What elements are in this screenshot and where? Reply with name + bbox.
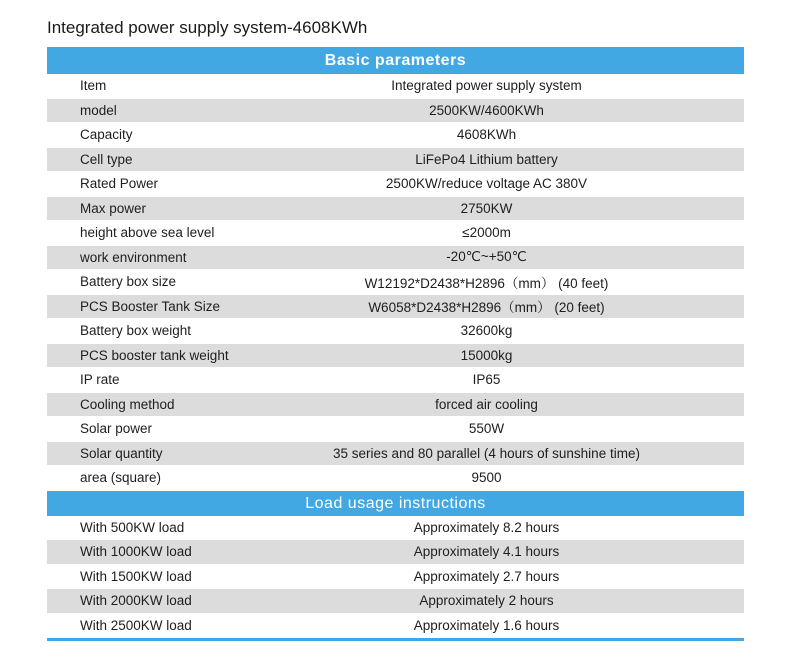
row-value: Integrated power supply system bbox=[391, 78, 582, 94]
table-row bbox=[47, 74, 744, 99]
row-label: Item bbox=[80, 78, 107, 94]
row-label: PCS booster tank weight bbox=[80, 347, 229, 363]
row-value: LiFePo4 Lithium battery bbox=[415, 151, 558, 167]
table-row bbox=[47, 295, 744, 320]
row-label: area (square) bbox=[80, 470, 162, 486]
row-value: W6058*D2438*H2896（mm） (20 feet) bbox=[368, 300, 605, 316]
page-title: Integrated power supply system-4608KWh bbox=[47, 18, 368, 37]
row-value: 2500KW/4600KWh bbox=[429, 102, 544, 118]
row-value: 4608KWh bbox=[456, 127, 517, 143]
row-label: model bbox=[80, 102, 117, 118]
row-label: With 1500KW load bbox=[80, 568, 192, 584]
table-bottom-bar bbox=[47, 638, 744, 641]
row-label: IP rate bbox=[80, 372, 120, 388]
section-header-basic-parameters: Basic parameters bbox=[47, 47, 744, 74]
row-value: Approximately 8.2 hours bbox=[413, 519, 560, 535]
row-label: With 1000KW load bbox=[80, 544, 192, 560]
table-row bbox=[47, 540, 744, 565]
row-value: 550W bbox=[468, 421, 505, 437]
row-value: 2750KW bbox=[460, 200, 513, 216]
row-value: forced air cooling bbox=[435, 396, 538, 412]
row-label: Cooling method bbox=[80, 396, 175, 412]
row-value: 15000kg bbox=[460, 347, 513, 363]
row-label: Battery box size bbox=[80, 274, 177, 290]
table-row bbox=[47, 565, 744, 590]
row-label: height above sea level bbox=[80, 225, 215, 241]
row-value: Approximately 2 hours bbox=[419, 593, 554, 609]
row-label: With 2500KW load bbox=[80, 617, 192, 633]
row-label: Cell type bbox=[80, 151, 133, 167]
table-row bbox=[47, 442, 744, 467]
section-header-load-usage: Load usage instructions bbox=[47, 491, 744, 516]
row-label: Battery box weight bbox=[80, 323, 192, 339]
row-label: Max power bbox=[80, 200, 147, 216]
load-usage-rows bbox=[47, 516, 744, 639]
table-row bbox=[47, 417, 744, 442]
table-row bbox=[47, 319, 744, 344]
table-row bbox=[47, 123, 744, 148]
table-row bbox=[47, 197, 744, 222]
row-label: Capacity bbox=[80, 127, 133, 143]
row-value: ≤2000m bbox=[462, 225, 511, 241]
row-label: PCS Booster Tank Size bbox=[80, 298, 221, 314]
table-row bbox=[47, 614, 744, 639]
table-row bbox=[47, 221, 744, 246]
table-row bbox=[47, 516, 744, 541]
row-label: With 500KW load bbox=[80, 519, 185, 535]
row-value: -20℃~+50℃ bbox=[446, 249, 527, 265]
table-row bbox=[47, 344, 744, 369]
table-row bbox=[47, 270, 744, 295]
row-value: W12192*D2438*H2896（mm） (40 feet) bbox=[364, 275, 609, 291]
row-value: Approximately 1.6 hours bbox=[413, 617, 560, 633]
basic-parameters-rows bbox=[47, 74, 744, 491]
table-row bbox=[47, 246, 744, 271]
table-row bbox=[47, 393, 744, 418]
row-label: With 2000KW load bbox=[80, 593, 192, 609]
table-row bbox=[47, 172, 744, 197]
row-label: Solar power bbox=[80, 421, 153, 437]
row-value: IP65 bbox=[472, 372, 501, 388]
table-row bbox=[47, 589, 744, 614]
table-row bbox=[47, 148, 744, 173]
row-value: Approximately 2.7 hours bbox=[413, 568, 560, 584]
row-label: work environment bbox=[80, 249, 187, 265]
spec-table bbox=[47, 47, 744, 641]
row-value: 35 series and 80 parallel (4 hours of sunshine time) bbox=[333, 445, 640, 461]
row-value: Approximately 4.1 hours bbox=[413, 544, 560, 560]
row-label: Solar quantity bbox=[80, 445, 163, 461]
table-row bbox=[47, 466, 744, 491]
row-value: 32600kg bbox=[460, 323, 513, 339]
table-row bbox=[47, 99, 744, 124]
table-row bbox=[47, 368, 744, 393]
row-value: 2500KW/reduce voltage AC 380V bbox=[385, 176, 588, 192]
row-value: 9500 bbox=[471, 470, 502, 486]
row-label: Rated Power bbox=[80, 176, 159, 192]
